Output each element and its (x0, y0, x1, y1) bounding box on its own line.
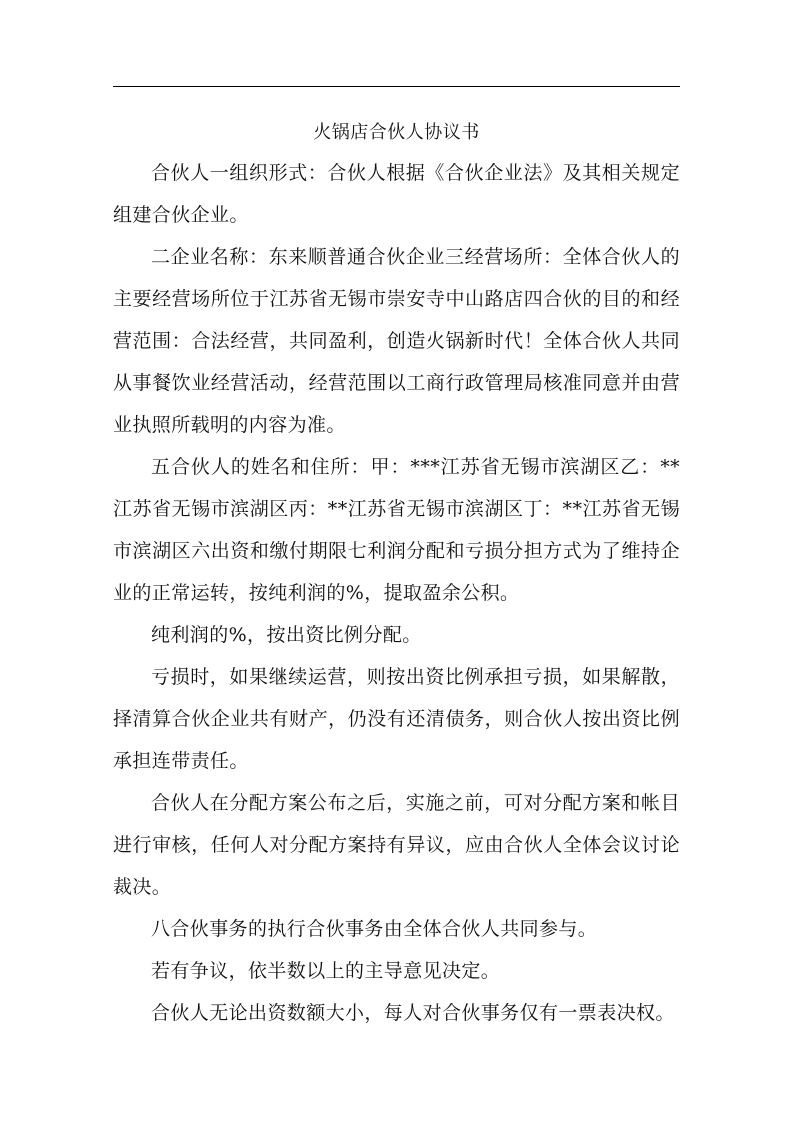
document-body (113, 116, 680, 1034)
paragraph-partners-and-profit: 五合伙人的姓名和住所：甲：***江苏省无锡市滨湖区乙：**江苏省无锡市滨湖区丙：**江苏省无锡市滨湖区丁：**江苏省无锡市滨湖区六出资和缴付期限七利润分配和亏损分担方式为了维持企业的正常运转，按纯利润的%，提取盈余公积。 (113, 456, 680, 604)
paragraph-dispute-rule: 若有争议，依半数以上的主导意见决定。 (151, 960, 501, 982)
paragraph-partnership-affairs: 八合伙事务的执行合伙事务由全体合伙人共同参与。 (151, 918, 598, 940)
paragraph-voting-right: 合伙人无论出资数额大小，每人对合伙事务仅有一票表决权。 (151, 1002, 675, 1024)
header-rule (113, 86, 680, 87)
paragraph-loss-sharing: 亏损时，如果继续运营，则按出资比例承担亏损，如果解散，择清算合伙企业共有财产，仍没有还清债务，则合伙人按出资比例承担连带责任。 (113, 666, 680, 772)
paragraph-organization-form: 合伙人一组织形式：合伙人根据《合伙企业法》及其相关规定组建合伙企业。 (113, 162, 680, 226)
paragraph-enterprise-name: 二企业名称：东来顺普通合伙企业三经营场所：全体合伙人的主要经营场所位于江苏省无锡市崇安寺中山路店四合伙的目的和经营范围：合法经营，共同盈利，创造火锅新时代！全体合伙人共同从事餐饮业经营活动，经营范围以工商行政管理局核准同意并由营业执照所载明的内容为准。 (113, 246, 680, 436)
paragraph-profit-distribution: 纯利润的%，按出资比例分配。 (151, 624, 422, 646)
paragraph-distribution-review: 合伙人在分配方案公布之后，实施之前，可对分配方案和帐目进行审核，任何人对分配方案持有异议，应由合伙人全体会议讨论裁决。 (113, 792, 680, 898)
document-title: 火锅店合伙人协议书 (313, 122, 480, 143)
